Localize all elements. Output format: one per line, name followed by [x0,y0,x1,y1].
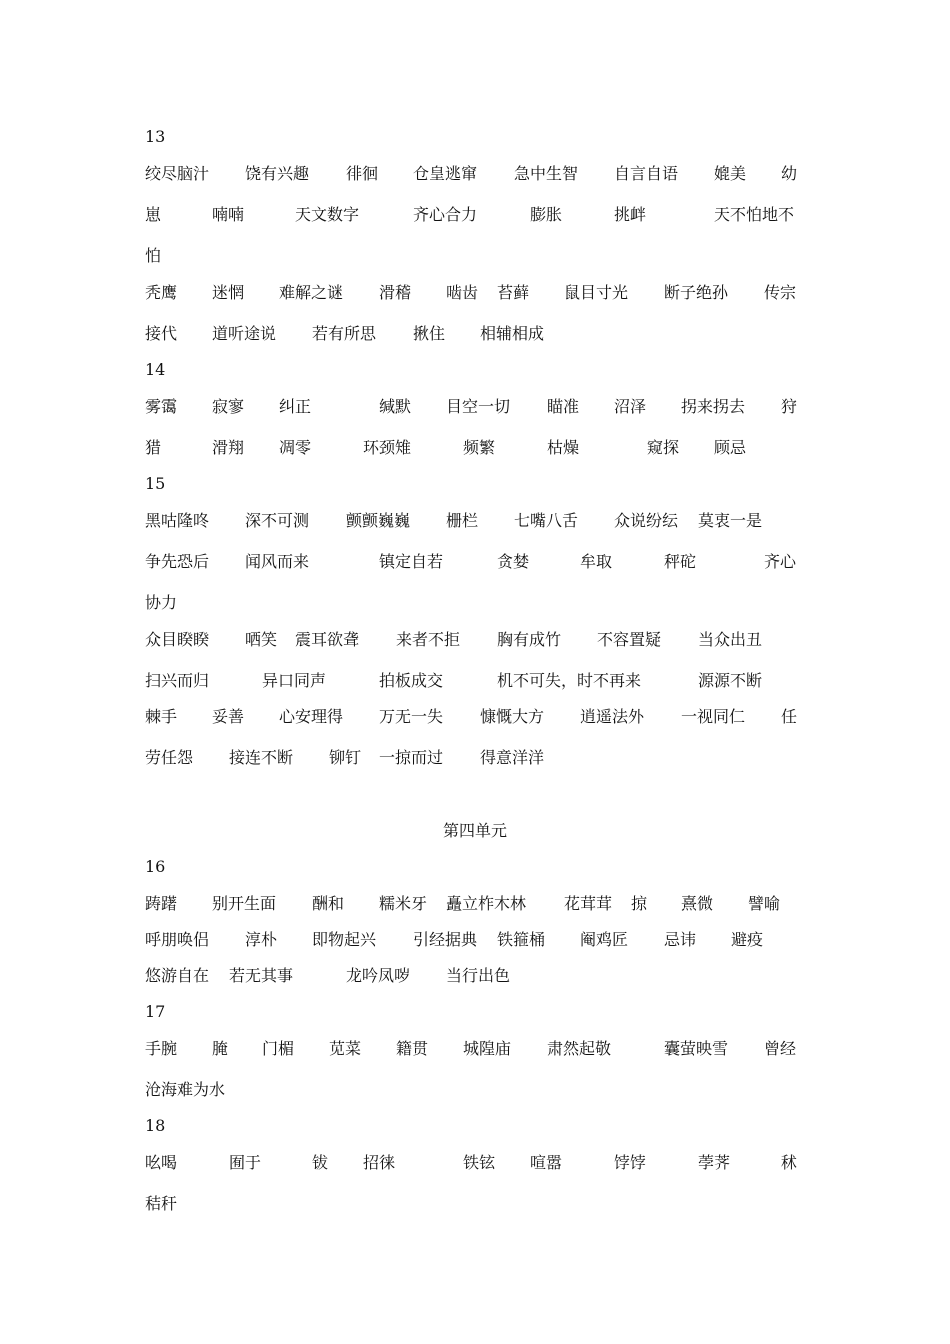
vocab-word: 瞄准 [547,397,580,416]
vocab-word: 频繁 [463,438,496,457]
vocab-word: 窥探 [647,438,680,457]
vocab-word: 当行出色 [446,966,511,985]
vocab-word: 缄默 [379,397,412,416]
vocab-word: 龙吟凤哕 [346,966,411,985]
vocab-word: 绞尽脑汁 [145,164,210,183]
vocab-word: 铁铉 [463,1153,496,1172]
vocab-word: 环颈雉 [363,438,412,457]
vocab-word: 一掠而过 [379,748,444,767]
vocab-word: 贪婪 [497,552,530,571]
vocab-word: 顾忌 [714,438,747,457]
vocab-word: 熹微 [681,894,714,913]
vocab-word: 鼠目寸光 [564,283,629,302]
vocab-word: 囿于 [229,1153,262,1172]
vocab-word: 棘手 [145,707,178,726]
vocab-word: 幼 [781,164,798,183]
vocab-word: 吆喝 [145,1153,178,1172]
vocab-word: 齐心 [764,552,797,571]
vocab-word: 闻风而来 [245,552,310,571]
vocab-word: 接代 [145,324,178,343]
vocab-word: 齐心合力 [413,205,478,224]
vocab-word: 寂寥 [212,397,245,416]
vocab-word: 急中生智 [514,164,579,183]
vocab-word: 沧海难为水 [145,1080,226,1099]
vocab-word: 枯燥 [547,438,580,457]
lesson-14-number: 14 [145,360,166,379]
vocab-word: 苋菜 [329,1039,362,1058]
vocab-word: 城隍庙 [463,1039,512,1058]
vocab-word: 迷惘 [212,283,245,302]
vocab-word: 苔藓 [497,283,530,302]
vocab-word: 机不可失，时不再来 [497,671,642,690]
vocab-word: 传宗 [764,283,797,302]
vocab-word: 花茸茸 [564,894,613,913]
vocab-word: 腌 [212,1039,229,1058]
vocab-word: 天文数字 [295,205,360,224]
lesson-17-number: 17 [145,1002,166,1021]
vocab-word: 黑咕隆咚 [145,511,210,530]
lesson-13-number: 13 [145,127,166,146]
vocab-word: 喧嚣 [530,1153,563,1172]
vocab-word: 门楣 [262,1039,295,1058]
vocab-word: 避疫 [731,930,764,949]
vocab-word: 难解之谜 [279,283,344,302]
vocab-word: 沼泽 [614,397,647,416]
vocab-word: 糯米牙 [379,894,428,913]
vocab-word: 滑翔 [212,438,245,457]
vocab-word: 徘徊 [346,164,379,183]
vocab-word: 饶有兴趣 [245,164,310,183]
vocab-word: 自言自语 [614,164,679,183]
vocab-word: 秫 [781,1153,798,1172]
vocab-word: 天不怕地不 [714,205,795,224]
vocab-word: 招徕 [363,1153,396,1172]
vocab-word: 淳朴 [245,930,278,949]
vocab-word: 当众出丑 [698,630,763,649]
vocab-word: 别开生面 [212,894,277,913]
vocab-word: 秃鹰 [145,283,178,302]
vocab-word: 凋零 [279,438,312,457]
vocab-word: 栅栏 [446,511,479,530]
vocab-word: 异口同声 [262,671,327,690]
vocab-word: 啮齿 [446,283,479,302]
vocab-word: 纠正 [279,397,312,416]
vocab-word: 铆钉 [329,748,362,767]
vocab-word: 膨胀 [530,205,563,224]
vocab-word: 狩 [781,397,798,416]
vocab-word: 囊萤映雪 [664,1039,729,1058]
vocab-word: 引经据典 [413,930,478,949]
vocab-word: 妥善 [212,707,245,726]
lesson-15-number: 15 [145,474,166,493]
vocab-word: 秤砣 [664,552,697,571]
vocab-word: 源源不断 [698,671,763,690]
vocab-word: 曾经 [764,1039,797,1058]
vocab-word: 媲美 [714,164,747,183]
vocab-word: 喃喃 [212,205,245,224]
vocab-word: 若有所思 [312,324,377,343]
vocab-word: 扫兴而归 [145,671,210,690]
vocab-word: 众目睽睽 [145,630,210,649]
vocab-word: 踌躇 [145,894,178,913]
vocab-word: 道听途说 [212,324,277,343]
vocab-word: 呼朋唤侣 [145,930,210,949]
vocab-word: 手腕 [145,1039,178,1058]
vocab-word: 任 [781,707,798,726]
vocab-word: 慷慨大方 [480,707,545,726]
vocab-word: 怕 [145,246,162,265]
vocab-word: 悠游自在 [145,966,210,985]
vocab-word: 揪住 [413,324,446,343]
vocab-word: 牟取 [580,552,613,571]
vocab-word: 荸荠 [698,1153,731,1172]
vocab-word: 崽 [145,205,162,224]
vocab-word: 雾霭 [145,397,178,416]
vocab-word: 钹 [312,1153,329,1172]
vocab-word: 来者不拒 [396,630,461,649]
vocab-word: 拍板成交 [379,671,444,690]
unit-heading: 第四单元 [442,821,507,840]
vocab-word: 矗立柞木林 [446,894,527,913]
vocab-word: 七嘴八舌 [514,511,579,530]
vocab-word: 众说纷纭 [614,511,679,530]
vocab-word: 断子绝孙 [664,283,729,302]
vocab-word: 莫衷一是 [698,511,763,530]
vocab-word: 争先恐后 [145,552,210,571]
vocab-word: 即物起兴 [312,930,377,949]
vocab-word: 若无其事 [229,966,294,985]
vocab-word: 滑稽 [379,283,412,302]
vocab-word: 秸秆 [145,1194,178,1213]
vocab-word: 拐来拐去 [681,397,746,416]
vocab-word: 一视同仁 [681,707,746,726]
vocab-word: 胸有成竹 [497,630,562,649]
vocab-word: 譬喻 [748,894,781,913]
vocab-word: 得意洋洋 [480,748,545,767]
vocab-word: 铁箍桶 [497,930,546,949]
vocab-word: 掠 [631,894,648,913]
lesson-16-number: 16 [145,857,166,876]
vocab-word: 万无一失 [379,707,444,726]
vocab-word: 忌讳 [664,930,697,949]
vocab-word: 挑衅 [614,205,647,224]
vocab-word: 震耳欲聋 [295,630,360,649]
vocab-word: 相辅相成 [480,324,545,343]
lesson-18-number: 18 [145,1116,166,1135]
vocab-word: 劳任怨 [145,748,194,767]
vocab-word: 猎 [145,438,162,457]
vocab-word: 阉鸡匠 [580,930,629,949]
vocab-word: 哂笑 [245,630,278,649]
vocab-word: 饽饽 [614,1153,647,1172]
vocab-word: 心安理得 [279,707,344,726]
vocab-word: 镇定自若 [379,552,444,571]
vocab-word: 颤颤巍巍 [346,511,411,530]
vocab-word: 协力 [145,593,178,612]
vocab-word: 籍贯 [396,1039,429,1058]
vocab-word: 仓皇逃窜 [413,164,478,183]
vocab-word: 不容置疑 [597,630,662,649]
vocab-word: 目空一切 [446,397,511,416]
vocab-word: 逍遥法外 [580,707,645,726]
vocab-word: 肃然起敬 [547,1039,612,1058]
vocab-word: 酬和 [312,894,345,913]
vocab-word: 深不可测 [245,511,310,530]
vocab-word: 接连不断 [229,748,294,767]
